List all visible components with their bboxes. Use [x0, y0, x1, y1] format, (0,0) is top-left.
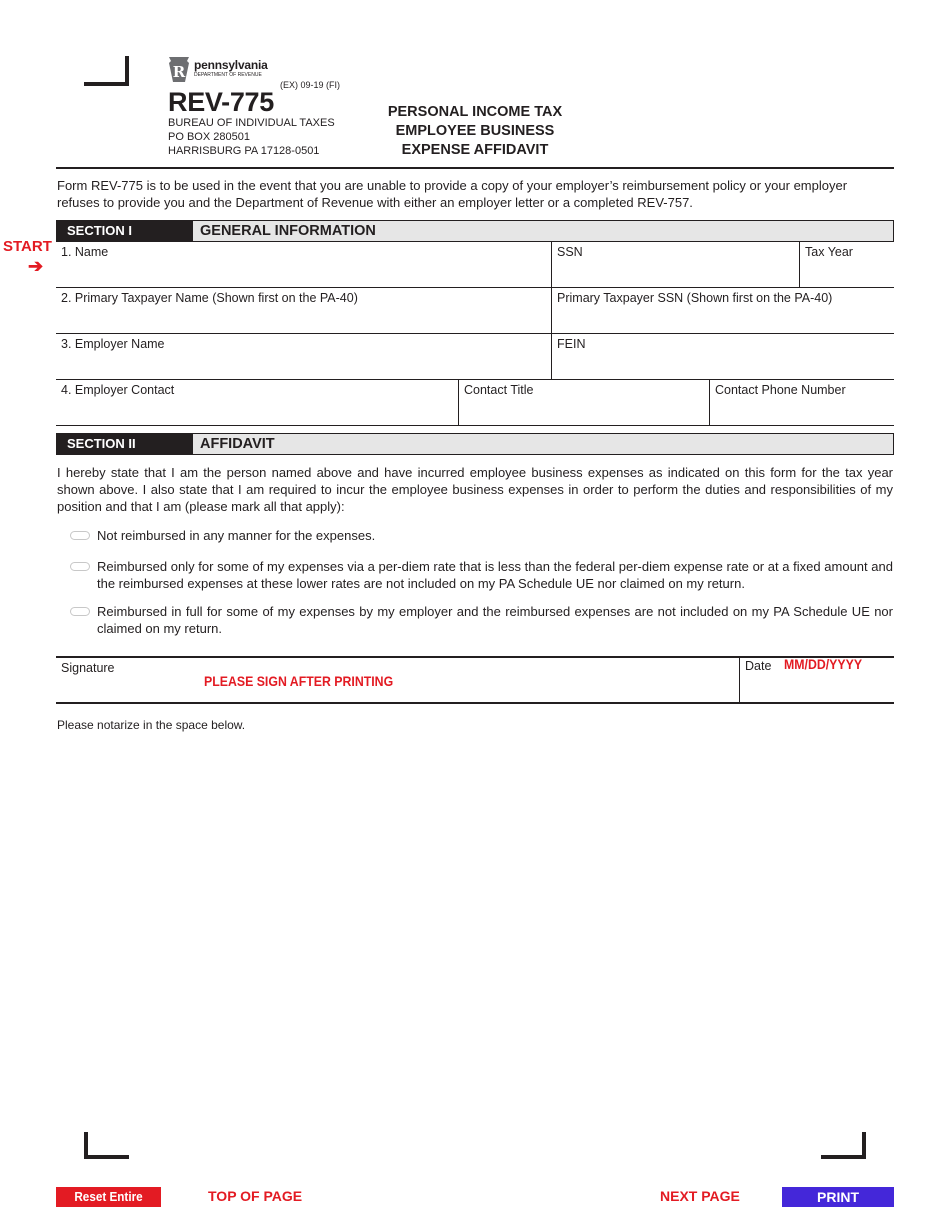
contact-phone-field[interactable] — [709, 380, 894, 425]
signature-field[interactable] — [56, 658, 739, 702]
ssn-field[interactable] — [551, 242, 799, 287]
option-text: Not reimbursed in any manner for the expenses. — [97, 528, 376, 543]
address-line: PO BOX 280501 — [168, 131, 250, 143]
section-2-label: SECTION II — [57, 434, 193, 454]
ssn-label: SSN — [557, 245, 583, 259]
agency-subtitle: DEPARTMENT OF REVENUE — [194, 72, 262, 78]
date-label: Date — [745, 659, 772, 673]
corner-mark-bottom-right — [821, 1155, 866, 1159]
name-label: 1. Name — [61, 245, 109, 259]
tax-year-label: Tax Year — [805, 245, 853, 259]
form-title-line: EXPENSE AFFIDAVIT — [401, 142, 549, 158]
signature-row — [56, 656, 894, 704]
affidavit-statement: I hereby state that I am the person named above and have incurred employee business expenses as indicated on this form for the tax year shown above. I also state that I am required to incur the employee business expenses in order to perform the duties and responsibilities of my position and that I am (please mark all that apply): — [57, 465, 893, 514]
primary-taxpayer-ssn-field[interactable] — [551, 288, 894, 333]
fein-label: FEIN — [557, 337, 586, 351]
employer-name-field[interactable] — [56, 334, 551, 379]
agency-logo — [168, 57, 278, 83]
contact-phone-label: Contact Phone Number — [715, 383, 846, 397]
employer-name-label: 3. Employer Name — [61, 337, 165, 351]
corner-mark-top-left — [125, 56, 129, 86]
form-row-employer — [56, 334, 894, 380]
date-placeholder: MM/DD/YYYY — [784, 656, 863, 672]
address-line: BUREAU OF INDIVIDUAL TAXES — [168, 117, 335, 129]
form-row-employer-contact — [56, 380, 894, 426]
primary-taxpayer-name-label: 2. Primary Taxpayer Name (Shown first on the PA-40) — [61, 291, 358, 305]
top-of-page-link[interactable]: TOP OF PAGE — [208, 1188, 303, 1204]
start-label: START — [3, 238, 52, 255]
section-2-title: AFFIDAVIT — [200, 436, 275, 452]
option-text: Reimbursed in full for some of my expenses by my employer and the reimbursed expenses are not included on my PA Schedule UE nor claimed on my return. — [97, 604, 893, 636]
signature-label: Signature — [61, 661, 115, 675]
address-line: HARRISBURG PA 17128-0501 — [168, 145, 320, 157]
reset-form-button[interactable] — [56, 1187, 161, 1224]
form-title-line: PERSONAL INCOME TAX — [387, 104, 563, 120]
start-arrow-icon: ➔ — [28, 256, 44, 276]
svg-text:R: R — [172, 63, 186, 81]
keystone-icon — [168, 57, 190, 82]
revision-code: (EX) 09-19 (FI) — [280, 80, 341, 90]
form-row-name — [56, 242, 894, 288]
option-checkbox[interactable] — [70, 562, 90, 571]
form-row-primary-taxpayer — [56, 288, 894, 334]
employer-contact-label: 4. Employer Contact — [61, 383, 175, 397]
contact-title-label: Contact Title — [464, 383, 534, 397]
form-title-line: EMPLOYEE BUSINESS — [395, 123, 555, 139]
primary-taxpayer-ssn-label: Primary Taxpayer SSN (Shown first on the PA-40) — [557, 291, 833, 305]
date-field[interactable] — [739, 658, 894, 702]
section-2-header — [56, 433, 894, 455]
print-button[interactable]: PRINT — [782, 1187, 894, 1207]
corner-mark-bottom-left — [84, 1155, 129, 1159]
reset-form-label: Reset Entire Form — [74, 1189, 143, 1224]
employer-contact-field[interactable] — [56, 380, 458, 425]
tax-year-field[interactable] — [799, 242, 894, 287]
section-1-title: GENERAL INFORMATION — [200, 223, 376, 239]
section-1-label: SECTION I — [57, 221, 193, 241]
option-checkbox[interactable] — [70, 531, 90, 540]
header-divider — [56, 167, 894, 169]
form-number: REV-775 — [168, 87, 274, 117]
fein-field[interactable] — [551, 334, 894, 379]
contact-title-field[interactable] — [458, 380, 709, 425]
intro-text: Form REV-775 is to be used in the event that you are unable to provide a copy of your employer’s reimbursement policy or your employer refuses to provide you and the Department of Revenue with either an employer letter or a completed REV-757. — [57, 178, 848, 210]
next-page-link[interactable]: NEXT PAGE — [660, 1188, 740, 1204]
name-field[interactable] — [56, 242, 551, 287]
notarize-instruction: Please notarize in the space below. — [57, 718, 246, 732]
option-checkbox[interactable] — [70, 607, 90, 616]
corner-mark-top-left — [84, 82, 129, 86]
sign-after-printing-note: PLEASE SIGN AFTER PRINTING — [204, 673, 394, 689]
primary-taxpayer-name-field[interactable] — [56, 288, 551, 333]
section-1-header — [56, 220, 894, 242]
option-text: Reimbursed only for some of my expenses via a per-diem rate that is less than the federal per-diem expense rate or at a fixed amount and the reimbursed expenses at these lower rates are not included on my PA Schedule UE nor claimed on my return. — [97, 559, 893, 591]
agency-name: pennsylvania — [194, 58, 268, 72]
